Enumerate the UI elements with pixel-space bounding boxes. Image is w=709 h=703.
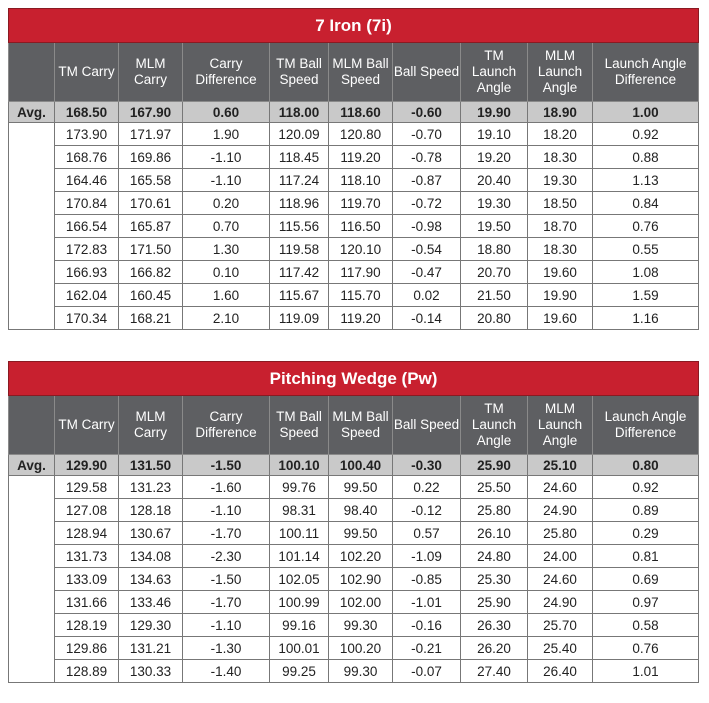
table-cell: 131.73 — [55, 545, 119, 568]
table-cell: -0.87 — [393, 169, 461, 192]
table-cell: 0.84 — [593, 192, 699, 215]
table-cell: 116.50 — [329, 215, 393, 238]
table-cell: 131.21 — [119, 637, 183, 660]
table-cell: 129.86 — [55, 637, 119, 660]
table-cell: 117.42 — [270, 261, 329, 284]
table-cell: 170.34 — [55, 307, 119, 330]
table-cell: 99.16 — [270, 614, 329, 637]
table-cell: 171.50 — [119, 238, 183, 261]
table-cell: 19.60 — [528, 307, 593, 330]
table-row — [9, 307, 699, 330]
table-cell: 2.10 — [183, 307, 270, 330]
table-cell: 101.14 — [270, 545, 329, 568]
table-cell: 0.55 — [593, 238, 699, 261]
table-cell: 25.90 — [461, 591, 528, 614]
pitching-wedge-table — [8, 361, 699, 683]
table-cell: 25.50 — [461, 476, 528, 499]
table-cell: 0.02 — [393, 284, 461, 307]
table-cell: 0.92 — [593, 476, 699, 499]
table-cell: 24.90 — [528, 591, 593, 614]
table-cell: 19.50 — [461, 215, 528, 238]
table-cell: 98.40 — [329, 499, 393, 522]
table-cell: -0.70 — [393, 123, 461, 146]
table-cell: -0.47 — [393, 261, 461, 284]
table-cell: 168.21 — [119, 307, 183, 330]
table-cell: 99.76 — [270, 476, 329, 499]
table-cell: 99.50 — [329, 476, 393, 499]
table-cell: 27.40 — [461, 660, 528, 683]
table-cell: -0.78 — [393, 146, 461, 169]
row-lead-cell — [9, 591, 55, 614]
table-cell: 168.76 — [55, 146, 119, 169]
table-cell: 99.30 — [329, 660, 393, 683]
table-cell: 24.80 — [461, 545, 528, 568]
table-cell: 173.90 — [55, 123, 119, 146]
column-header: MLM Carry — [119, 396, 183, 455]
table-cell: 160.45 — [119, 284, 183, 307]
table-cell: 133.46 — [119, 591, 183, 614]
header-blank-cell — [9, 396, 55, 455]
avg-cell: 25.10 — [528, 455, 593, 476]
table-cell: -0.72 — [393, 192, 461, 215]
table-cell: 134.63 — [119, 568, 183, 591]
table-cell: 102.00 — [329, 591, 393, 614]
table-cell: -0.16 — [393, 614, 461, 637]
table-cell: 0.81 — [593, 545, 699, 568]
table-cell: 134.08 — [119, 545, 183, 568]
column-header: Carry Difference — [183, 43, 270, 102]
avg-cell: 25.90 — [461, 455, 528, 476]
table-cell: 0.76 — [593, 215, 699, 238]
table-cell: 100.99 — [270, 591, 329, 614]
column-header: Carry Difference — [183, 396, 270, 455]
table-row — [9, 591, 699, 614]
table-cell: 170.84 — [55, 192, 119, 215]
table-cell: -0.85 — [393, 568, 461, 591]
table-cell: 21.50 — [461, 284, 528, 307]
table-cell: 18.70 — [528, 215, 593, 238]
table-cell: 120.09 — [270, 123, 329, 146]
table-cell: 19.20 — [461, 146, 528, 169]
table-title: 7 Iron (7i) — [9, 9, 699, 43]
table-cell: 1.08 — [593, 261, 699, 284]
table-cell: 0.69 — [593, 568, 699, 591]
table-cell: 166.82 — [119, 261, 183, 284]
table-cell: 20.70 — [461, 261, 528, 284]
table-cell: 18.30 — [528, 238, 593, 261]
table-cell: 18.20 — [528, 123, 593, 146]
table-cell: 18.80 — [461, 238, 528, 261]
column-header: TM Ball Speed — [270, 396, 329, 455]
table-cell: 169.86 — [119, 146, 183, 169]
table-cell: 98.31 — [270, 499, 329, 522]
table-cell: 118.45 — [270, 146, 329, 169]
table-cell: 102.90 — [329, 568, 393, 591]
table-row — [9, 284, 699, 307]
avg-cell: 18.90 — [528, 102, 593, 123]
table-cell: -0.07 — [393, 660, 461, 683]
table-cell: 24.60 — [528, 476, 593, 499]
column-header: TM Ball Speed — [270, 43, 329, 102]
table-cell: 102.05 — [270, 568, 329, 591]
row-lead-cell — [9, 476, 55, 499]
average-row — [9, 455, 699, 476]
table-cell: 26.40 — [528, 660, 593, 683]
avg-cell: 167.90 — [119, 102, 183, 123]
row-lead-cell — [9, 568, 55, 591]
table-cell: 0.88 — [593, 146, 699, 169]
row-lead-cell — [9, 169, 55, 192]
table-cell: 115.70 — [329, 284, 393, 307]
column-header: Launch Angle Difference — [593, 43, 699, 102]
table-row — [9, 660, 699, 683]
table-title: Pitching Wedge (Pw) — [9, 362, 699, 396]
table-cell: 24.00 — [528, 545, 593, 568]
table-cell: 117.90 — [329, 261, 393, 284]
table-row — [9, 261, 699, 284]
column-header: MLM Ball Speed — [329, 43, 393, 102]
row-lead-cell — [9, 261, 55, 284]
table-cell: -0.21 — [393, 637, 461, 660]
table-cell: 25.30 — [461, 568, 528, 591]
table-cell: 165.58 — [119, 169, 183, 192]
table-row — [9, 476, 699, 499]
table-cell: 171.97 — [119, 123, 183, 146]
avg-cell: -1.50 — [183, 455, 270, 476]
table-cell: 102.20 — [329, 545, 393, 568]
avg-cell: 0.60 — [183, 102, 270, 123]
table-cell: 128.94 — [55, 522, 119, 545]
avg-cell: 19.90 — [461, 102, 528, 123]
table-cell: 0.57 — [393, 522, 461, 545]
table-cell: 164.46 — [55, 169, 119, 192]
table-cell: 24.90 — [528, 499, 593, 522]
table-cell: 118.10 — [329, 169, 393, 192]
table-cell: -2.30 — [183, 545, 270, 568]
table-cell: 18.30 — [528, 146, 593, 169]
table-cell: 0.58 — [593, 614, 699, 637]
table-cell: 24.60 — [528, 568, 593, 591]
table-cell: 0.97 — [593, 591, 699, 614]
table-row — [9, 146, 699, 169]
column-header: TM Launch Angle — [461, 43, 528, 102]
column-header: Ball Speed — [393, 43, 461, 102]
table-cell: 18.50 — [528, 192, 593, 215]
table-cell: -1.70 — [183, 522, 270, 545]
table-cell: 0.10 — [183, 261, 270, 284]
row-lead-cell — [9, 238, 55, 261]
avg-cell: 100.10 — [270, 455, 329, 476]
avg-cell: 131.50 — [119, 455, 183, 476]
table-row — [9, 545, 699, 568]
avg-cell: 0.80 — [593, 455, 699, 476]
row-lead-cell — [9, 192, 55, 215]
row-lead-cell — [9, 284, 55, 307]
table-cell: 1.30 — [183, 238, 270, 261]
row-lead-cell — [9, 146, 55, 169]
row-lead-cell — [9, 614, 55, 637]
table-cell: -1.40 — [183, 660, 270, 683]
column-header: MLM Carry — [119, 43, 183, 102]
table-cell: 118.96 — [270, 192, 329, 215]
table-cell: 131.23 — [119, 476, 183, 499]
avg-label: Avg. — [9, 455, 55, 476]
table-cell: -1.10 — [183, 499, 270, 522]
table-cell: 119.20 — [329, 307, 393, 330]
header-blank-cell — [9, 43, 55, 102]
table-row — [9, 123, 699, 146]
table-cell: 129.30 — [119, 614, 183, 637]
column-header: TM Carry — [55, 43, 119, 102]
row-lead-cell — [9, 637, 55, 660]
table-cell: 130.67 — [119, 522, 183, 545]
table-cell: 133.09 — [55, 568, 119, 591]
table-cell: 170.61 — [119, 192, 183, 215]
table-row — [9, 192, 699, 215]
table-cell: 1.90 — [183, 123, 270, 146]
table-cell: 130.33 — [119, 660, 183, 683]
average-row — [9, 102, 699, 123]
table-cell: 115.56 — [270, 215, 329, 238]
table-cell: 162.04 — [55, 284, 119, 307]
table-cell: 0.20 — [183, 192, 270, 215]
table-cell: 19.30 — [461, 192, 528, 215]
table-cell: 1.16 — [593, 307, 699, 330]
table-cell: 128.89 — [55, 660, 119, 683]
table-cell: 1.60 — [183, 284, 270, 307]
table-cell: 128.18 — [119, 499, 183, 522]
table-cell: 25.80 — [461, 499, 528, 522]
table-cell: 120.10 — [329, 238, 393, 261]
table-cell: 117.24 — [270, 169, 329, 192]
table-row — [9, 238, 699, 261]
table-row — [9, 637, 699, 660]
table-cell: 26.30 — [461, 614, 528, 637]
table-cell: -1.50 — [183, 568, 270, 591]
table-cell: 99.50 — [329, 522, 393, 545]
table-cell: -1.60 — [183, 476, 270, 499]
table-cell: 172.83 — [55, 238, 119, 261]
table-cell: -0.98 — [393, 215, 461, 238]
table-cell: 20.80 — [461, 307, 528, 330]
table-row — [9, 499, 699, 522]
table-cell: 26.20 — [461, 637, 528, 660]
table-cell: 119.09 — [270, 307, 329, 330]
table-row — [9, 568, 699, 591]
table-cell: -1.10 — [183, 146, 270, 169]
table-cell: -1.10 — [183, 169, 270, 192]
table-row — [9, 169, 699, 192]
avg-cell: 118.60 — [329, 102, 393, 123]
table-cell: 0.29 — [593, 522, 699, 545]
row-lead-cell — [9, 545, 55, 568]
avg-cell: 1.00 — [593, 102, 699, 123]
table-cell: -1.01 — [393, 591, 461, 614]
table-row — [9, 522, 699, 545]
table-cell: 26.10 — [461, 522, 528, 545]
table-row — [9, 215, 699, 238]
avg-cell: 168.50 — [55, 102, 119, 123]
avg-label: Avg. — [9, 102, 55, 123]
table-cell: 166.93 — [55, 261, 119, 284]
table-cell: -1.70 — [183, 591, 270, 614]
table-cell: 166.54 — [55, 215, 119, 238]
table-cell: 1.59 — [593, 284, 699, 307]
table-cell: -1.30 — [183, 637, 270, 660]
row-lead-cell — [9, 307, 55, 330]
column-header: Launch Angle Difference — [593, 396, 699, 455]
table-cell: 1.13 — [593, 169, 699, 192]
table-cell: 115.67 — [270, 284, 329, 307]
table-cell: 128.19 — [55, 614, 119, 637]
table-cell: 25.70 — [528, 614, 593, 637]
table-cell: 119.20 — [329, 146, 393, 169]
column-header: MLM Ball Speed — [329, 396, 393, 455]
avg-cell: -0.30 — [393, 455, 461, 476]
row-lead-cell — [9, 499, 55, 522]
table-cell: 129.58 — [55, 476, 119, 499]
table-cell: 0.89 — [593, 499, 699, 522]
avg-cell: 118.00 — [270, 102, 329, 123]
table-cell: 0.70 — [183, 215, 270, 238]
row-lead-cell — [9, 123, 55, 146]
table-cell: 127.08 — [55, 499, 119, 522]
table-cell: 165.87 — [119, 215, 183, 238]
table-cell: 131.66 — [55, 591, 119, 614]
table-cell: -1.09 — [393, 545, 461, 568]
table-cell: -1.10 — [183, 614, 270, 637]
table-cell: -0.12 — [393, 499, 461, 522]
table-cell: -0.54 — [393, 238, 461, 261]
column-header: TM Carry — [55, 396, 119, 455]
table-cell: 19.60 — [528, 261, 593, 284]
avg-cell: -0.60 — [393, 102, 461, 123]
column-header: MLM Launch Angle — [528, 43, 593, 102]
table-cell: 19.30 — [528, 169, 593, 192]
table-cell: 25.80 — [528, 522, 593, 545]
row-lead-cell — [9, 660, 55, 683]
avg-cell: 100.40 — [329, 455, 393, 476]
table-cell: 25.40 — [528, 637, 593, 660]
column-header: MLM Launch Angle — [528, 396, 593, 455]
avg-cell: 129.90 — [55, 455, 119, 476]
row-lead-cell — [9, 215, 55, 238]
table-cell: 1.01 — [593, 660, 699, 683]
table-cell: 99.25 — [270, 660, 329, 683]
table-row — [9, 614, 699, 637]
table-cell: 19.10 — [461, 123, 528, 146]
table-cell: 19.90 — [528, 284, 593, 307]
table-cell: 100.11 — [270, 522, 329, 545]
seven-iron-table — [8, 8, 699, 330]
table-cell: 99.30 — [329, 614, 393, 637]
table-cell: 0.92 — [593, 123, 699, 146]
table-cell: -0.14 — [393, 307, 461, 330]
column-header: Ball Speed — [393, 396, 461, 455]
table-cell: 100.20 — [329, 637, 393, 660]
table-cell: 119.70 — [329, 192, 393, 215]
table-cell: 100.01 — [270, 637, 329, 660]
table-cell: 0.76 — [593, 637, 699, 660]
table-cell: 120.80 — [329, 123, 393, 146]
table-cell: 0.22 — [393, 476, 461, 499]
column-header: TM Launch Angle — [461, 396, 528, 455]
table-cell: 20.40 — [461, 169, 528, 192]
table-cell: 119.58 — [270, 238, 329, 261]
row-lead-cell — [9, 522, 55, 545]
